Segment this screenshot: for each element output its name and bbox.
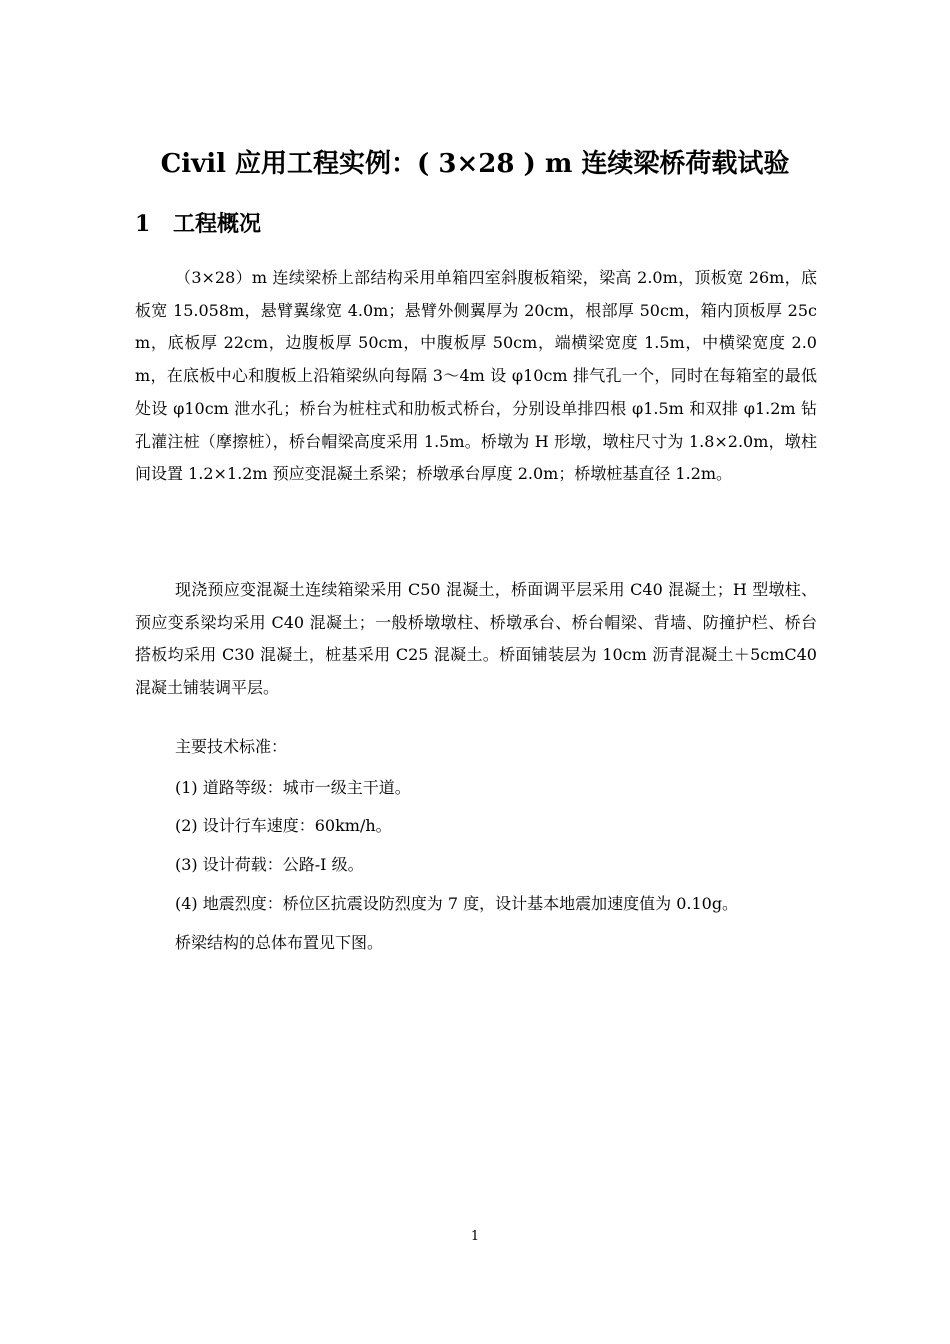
standard-item: (1) 道路等级：城市一级主干道。 xyxy=(175,778,411,797)
standard-item: (2) 设计行车速度：60km/h。 xyxy=(175,816,392,835)
standard-item: (4) 地震烈度：桥位区抗震设防烈度为 7 度，设计基本地震加速度值为 0.10g。 xyxy=(175,894,739,913)
standard-item: (3) 设计荷载：公路-I 级。 xyxy=(175,855,364,874)
section-number: 1 xyxy=(135,211,151,237)
standards-heading: 主要技术标准： xyxy=(175,737,288,756)
paragraph-materials: 现浇预应变混凝土连续箱梁采用 C50 混凝土，桥面调平层采用 C40 混凝土；H 型墩柱、预应变系梁均采用 C40 混凝土；一般桥墩墩柱、桥墩承台、桥台帽梁、背墙、防撞护栏、桥台搭板均采用 C30 混凝土，桩基采用 C25 混凝土。桥面铺装层为 10cm 沥青混凝土＋5cmC40 混凝土铺装调平层。 xyxy=(135,580,817,698)
page-number: 1 xyxy=(470,1229,480,1244)
closing-sentence: 桥梁结构的总体布置见下图。 xyxy=(175,933,384,952)
page-title: Civil 应用工程实例：( 3×28 ) m 连续梁桥荷载试验 xyxy=(160,149,790,179)
section-title: 工程概况 xyxy=(173,211,262,237)
paragraph-overview: （3×28）m 连续梁桥上部结构采用单箱四室斜腹板箱梁，梁高 2.0m，顶板宽 26m，底板宽 15.058m，悬臂翼缘宽 4.0m；悬臂外侧翼厚为 20cm，根部厚 50cm，箱内顶板厚 25cm，底板厚 22cm，边腹板厚 50cm，中腹板厚 50cm，端横梁宽度 1.5m，中横梁宽度 2.0m，在底板中心和腹板上沿箱梁纵向每隔 3～4m 设 φ10cm 排气孔一个，同时在每箱室的最低处设 φ10cm 泄水孔；桥台为桩柱式和肋板式桥台，分别设单排四根 φ1.5m 和双排 φ1.2m 钻孔灌注桩（摩擦桩），桥台帽梁高度采用 1.5m。桥墩为 H 形墩，墩柱尺寸为 1.8×2.0m，墩柱间设置 1.2×1.2m 预应变混凝土系梁；桥墩承台厚度 2.0m；桥墩桩基直径 1.2m。 xyxy=(135,268,817,484)
section-heading xyxy=(135,208,261,240)
